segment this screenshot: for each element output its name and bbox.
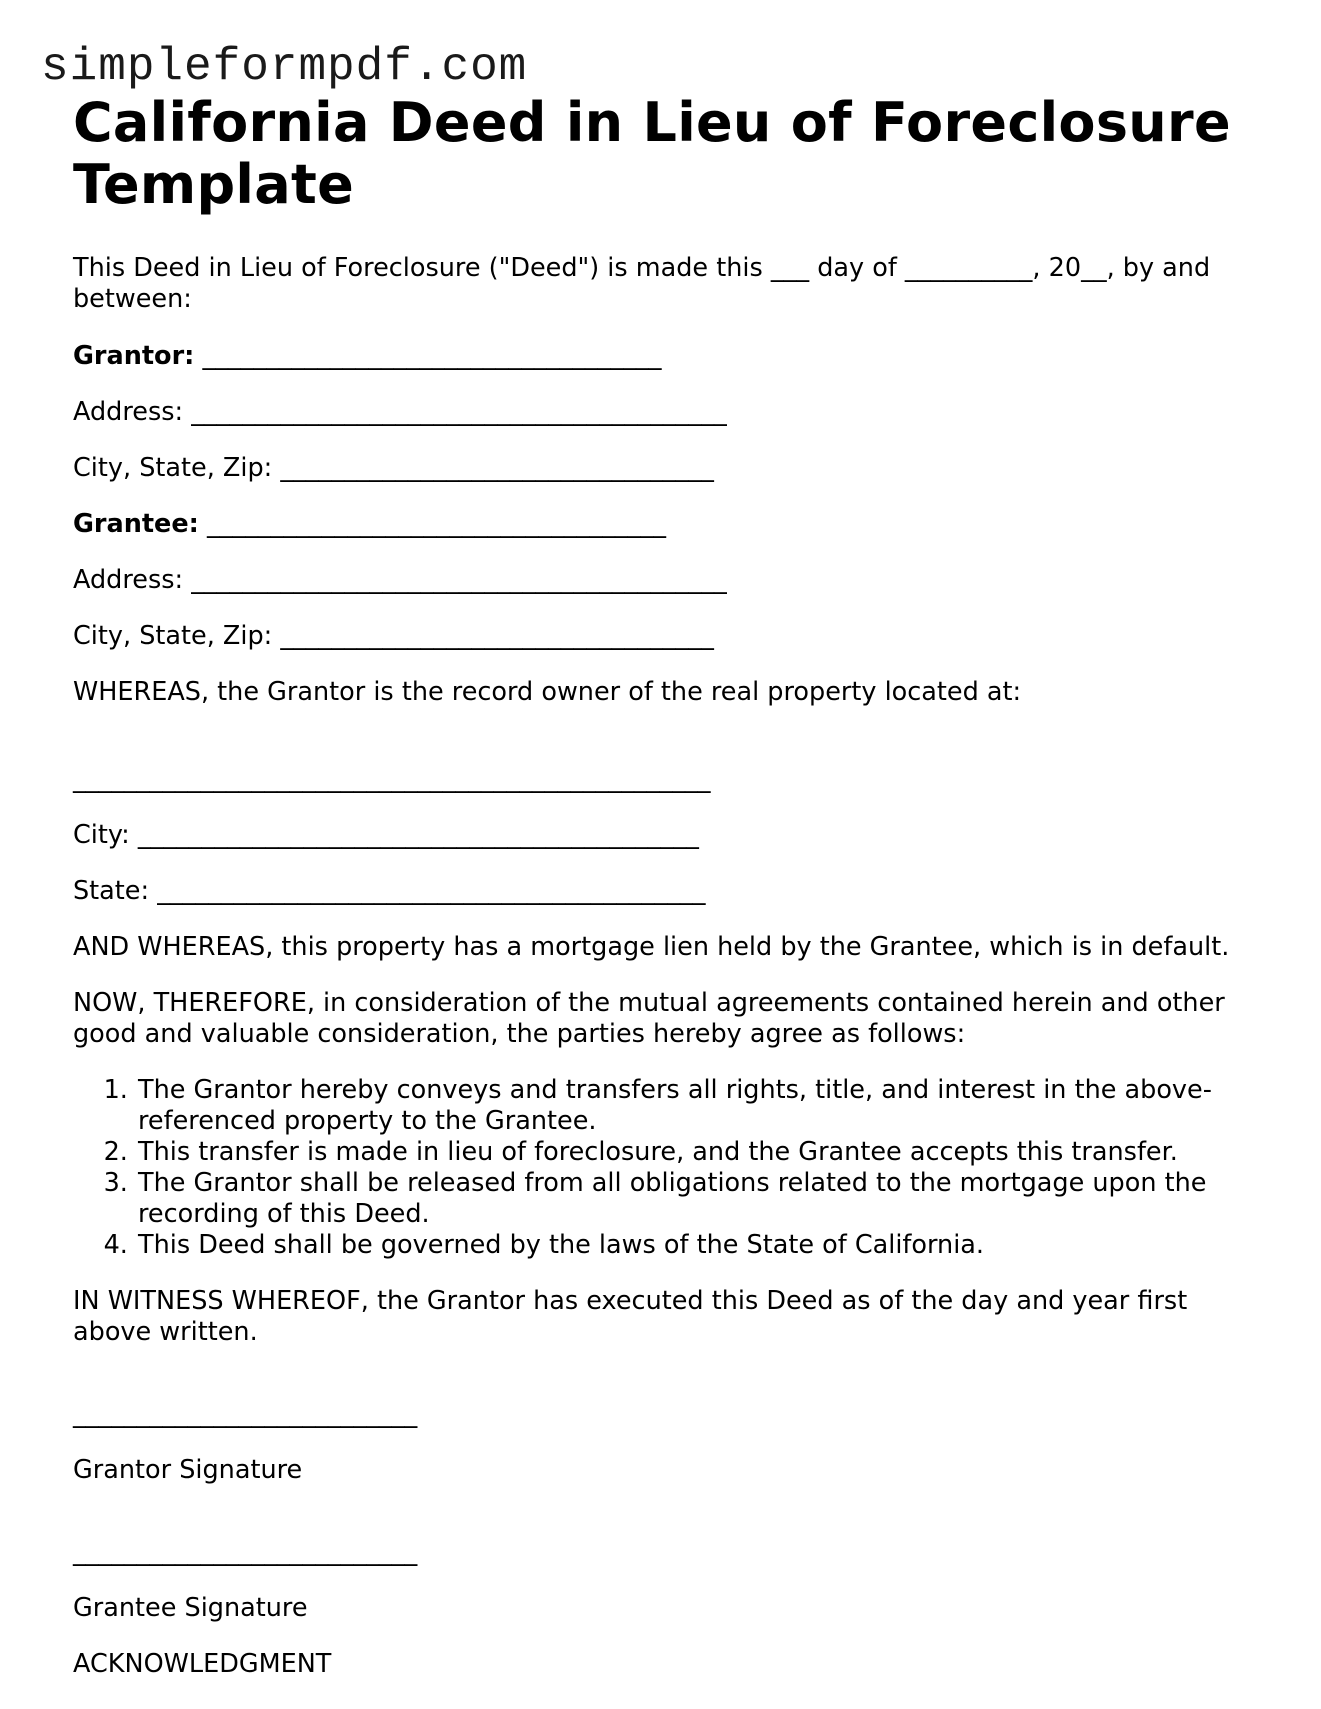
grantee-label: Grantee: <box>73 509 199 539</box>
property-address-blank[interactable]: __________________________________________________ <box>73 764 711 794</box>
whereas-paragraph: WHEREAS, the Grantor is the record owner of the real property located at: <box>73 677 1022 707</box>
property-city-label: City: <box>73 820 130 850</box>
grantee-city-label: City, State, Zip: <box>73 621 273 651</box>
grantor-name-blank[interactable]: ____________________________________ <box>202 341 662 371</box>
list-item: 1. The Grantor hereby conveys and transfers all rights, title, and interest in the above-referenced property to the Grantee. <box>136 1075 1253 1137</box>
witness-paragraph: IN WITNESS WHEREOF, the Grantor has executed this Deed as of the day and year first above written. <box>73 1286 1196 1347</box>
terms-list <box>73 1075 1253 1261</box>
grantee-city-field <box>73 621 1253 652</box>
grantor-label: Grantor: <box>73 341 195 371</box>
grantor-signature-line[interactable]: ___________________________ <box>73 1399 418 1429</box>
document-body <box>73 92 1253 1680</box>
grantee-address-blank[interactable]: __________________________________________ <box>191 565 727 595</box>
intro-paragraph: This Deed in Lieu of Foreclosure ("Deed") is made this ___ day of __________, 20__, by and between: <box>73 253 1219 314</box>
grantee-signature-line[interactable]: ___________________________ <box>73 1537 418 1567</box>
property-state-blank[interactable]: ___________________________________________ <box>157 876 706 906</box>
grantee-address-label: Address: <box>73 565 184 595</box>
property-state-label: State: <box>73 876 150 906</box>
site-watermark: simpleformpdf.com <box>41 41 528 93</box>
list-item: 4. This Deed shall be governed by the laws of the State of California. <box>136 1230 1253 1261</box>
grantor-address-label: Address: <box>73 397 184 427</box>
grantor-city-field <box>73 453 1253 484</box>
property-city-blank[interactable]: ____________________________________________ <box>137 820 699 850</box>
acknowledgment-heading: ACKNOWLEDGMENT <box>73 1649 332 1679</box>
list-item: 3. The Grantor shall be released from all obligations related to the mortgage upon the recording of this Deed. <box>136 1168 1253 1230</box>
property-state-field <box>73 876 1253 907</box>
grantee-signature-label: Grantee Signature <box>73 1593 308 1623</box>
grantee-address-field <box>73 565 1253 596</box>
grantee-name-blank[interactable]: ____________________________________ <box>206 509 666 539</box>
grantee-city-blank[interactable]: __________________________________ <box>280 621 714 651</box>
document-title: California Deed in Lieu of Foreclosure Template <box>73 91 1231 216</box>
grantee-name-field <box>73 509 1253 540</box>
property-city-field <box>73 820 1253 851</box>
grantor-city-label: City, State, Zip: <box>73 453 273 483</box>
grantor-name-field <box>73 341 1253 372</box>
grantor-address-field <box>73 397 1253 428</box>
grantor-city-blank[interactable]: __________________________________ <box>280 453 714 483</box>
list-item: 2. This transfer is made in lieu of foreclosure, and the Grantee accepts this transfer. <box>136 1137 1253 1168</box>
grantor-address-blank[interactable]: __________________________________________ <box>191 397 727 427</box>
grantor-signature-label: Grantor Signature <box>73 1455 303 1485</box>
and-whereas-paragraph: AND WHEREAS, this property has a mortgage lien held by the Grantee, which is in default. <box>73 932 1230 962</box>
now-therefore-paragraph: NOW, THEREFORE, in consideration of the mutual agreements contained herein and other good and valuable consideration, the parties hereby agree as follows: <box>73 988 1233 1049</box>
